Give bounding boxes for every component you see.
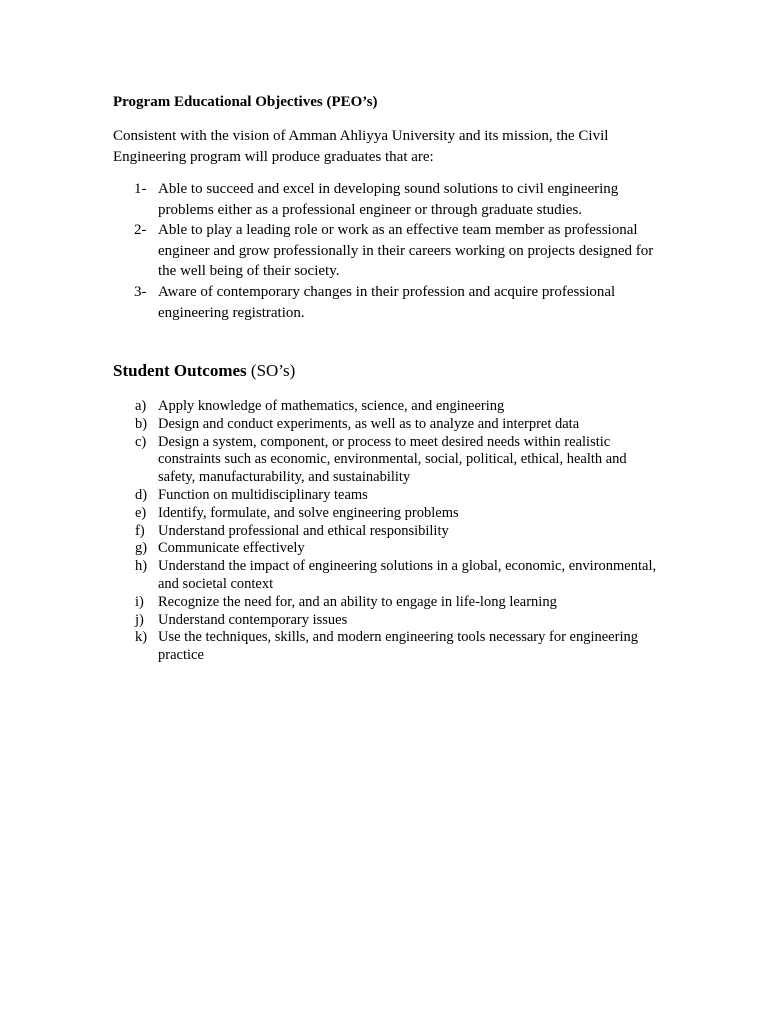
so-item-text: Design and conduct experiments, as well as to analyze and interpret data — [158, 415, 580, 432]
so-item-marker: a) — [135, 398, 147, 414]
so-item-marker: g) — [135, 540, 148, 557]
so-item-marker: j) — [135, 611, 144, 628]
so-item — [113, 487, 663, 505]
intro-paragraph: Consistent with the vision of Amman Ahliyya University and its mission, the Civil Engineering program will produce graduates that are: — [113, 128, 609, 165]
so-item — [113, 523, 663, 541]
so-item-text: Identify, formulate, and solve engineering problems — [158, 504, 459, 521]
peo-item — [113, 179, 658, 220]
peo-item-marker: 3- — [134, 283, 147, 300]
so-item-marker: e) — [135, 504, 147, 521]
peo-item — [113, 220, 658, 282]
so-list — [113, 398, 663, 665]
peo-heading: Program Educational Objectives (PEO’s) — [113, 94, 378, 110]
so-item-text: Use the techniques, skills, and modern engineering tools necessary for engineering practice — [158, 629, 638, 664]
so-item-text: Understand professional and ethical responsibility — [158, 522, 449, 539]
so-item-marker: f) — [135, 522, 145, 539]
so-item — [113, 416, 663, 434]
so-item-text: Recognize the need for, and an ability to engage in life-long learning — [158, 593, 557, 610]
peo-list — [113, 179, 658, 323]
so-item-text: Communicate effectively — [158, 540, 305, 557]
so-item-marker: c) — [135, 433, 147, 450]
so-item — [113, 434, 663, 487]
peo-item-marker: 2- — [134, 222, 147, 239]
so-item-marker: i) — [135, 593, 144, 610]
so-item-marker: k) — [135, 629, 148, 646]
peo-item-text: Aware of contemporary changes in their profession and acquire professional engineering registration. — [158, 283, 616, 321]
so-item-marker: h) — [135, 558, 148, 575]
so-item — [113, 629, 663, 665]
so-item-marker: b) — [135, 415, 148, 432]
so-heading — [113, 360, 295, 382]
peo-item — [113, 282, 658, 323]
peo-item-text: Able to succeed and excel in developing sound solutions to civil engineering problems either as a professional engineer or through graduate studies. — [158, 181, 619, 218]
so-item-marker: d) — [135, 486, 148, 503]
so-item — [113, 398, 663, 416]
peo-item-text: Able to play a leading role or work as an effective team member as professional engineer and grow professionally in their careers working on projects designed for the well being of their society. — [158, 222, 654, 280]
so-item-text: Function on multidisciplinary teams — [158, 486, 368, 503]
so-item — [113, 612, 663, 630]
so-heading-text: Student Outcomes — [113, 361, 247, 380]
so-item-text: Apply knowledge of mathematics, science, and engineering — [158, 398, 505, 414]
so-item — [113, 540, 663, 558]
so-item — [113, 505, 663, 523]
so-item-text: Understand the impact of engineering solutions in a global, economic, environmental, and societal context — [158, 558, 657, 592]
so-item-text: Understand contemporary issues — [158, 611, 348, 628]
so-heading-abbrev: (SO’s) — [250, 361, 296, 380]
peo-item-marker: 1- — [134, 181, 147, 197]
so-item — [113, 594, 663, 612]
so-item — [113, 558, 663, 594]
so-item-text: Design a system, component, or process to meet desired needs within realistic constraints such as economic, environmental, social, political, ethical, health and safety, manufacturability, and sustainability — [158, 433, 627, 486]
